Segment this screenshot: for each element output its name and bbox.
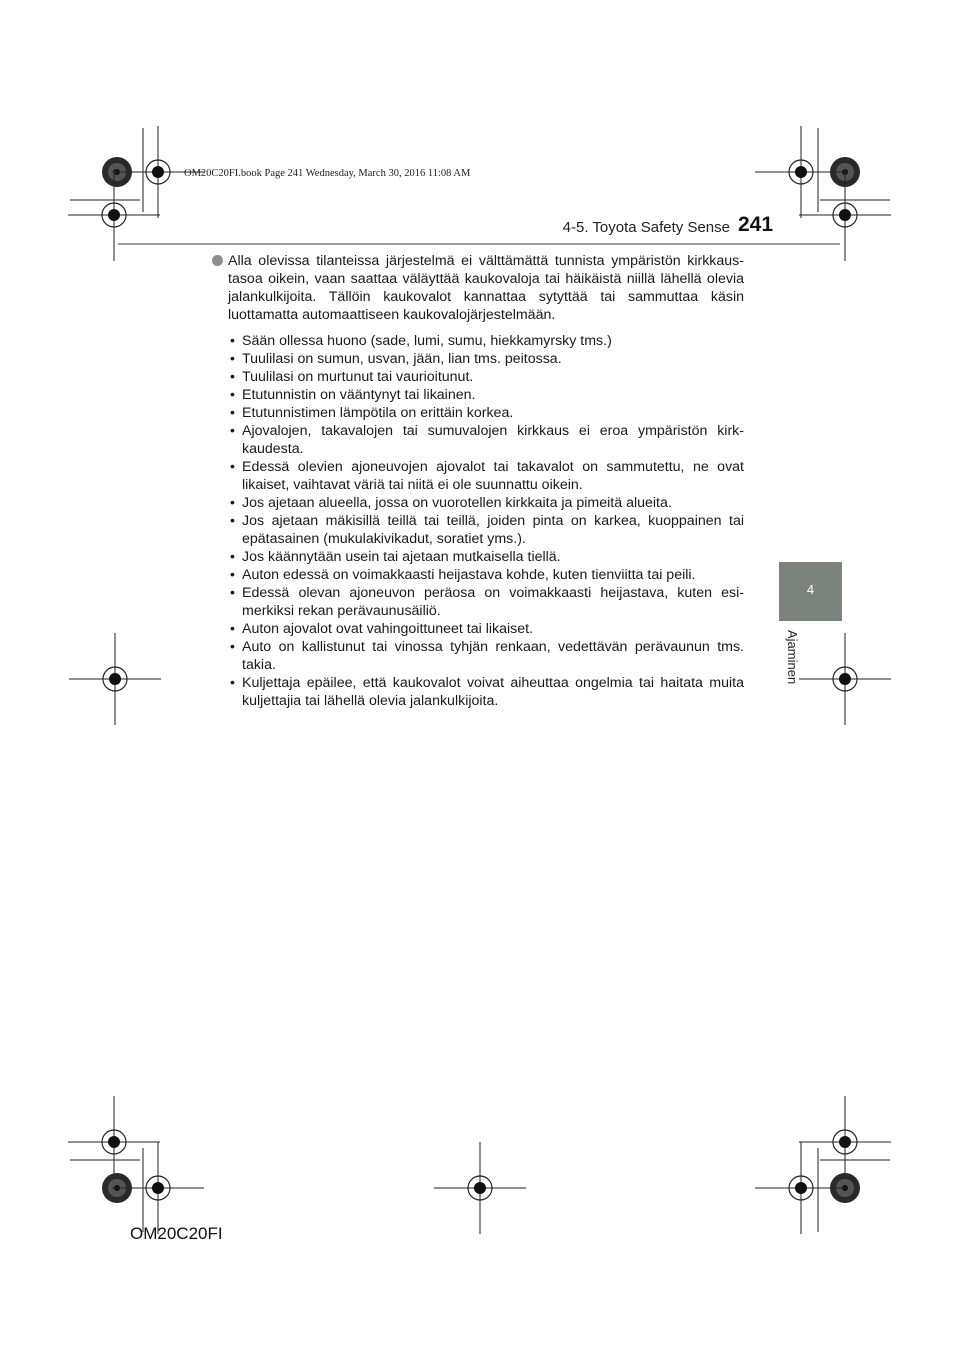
bullet-dot-icon: • xyxy=(230,351,235,367)
section-title: 4-5. Toyota Safety Sense xyxy=(562,219,730,236)
list-item xyxy=(228,512,744,548)
list-item-text: Ajovalojen, takavalojen tai sumuvalojen kirkkaus ei eroa ympäristön kirk-kaudesta. xyxy=(242,423,744,457)
chapter-label-text: Ajaminen xyxy=(785,630,800,685)
list-item-text: Jos ajetaan alueella, jossa on vuorotellen kirkkaita ja pimeitä alueita. xyxy=(242,495,672,511)
list-item-text: Kuljettaja epäilee, että kaukovalot voivat aiheuttaa ongelmia tai haitata muita kuljettajia tai lähellä olevia jalankulkijoita. xyxy=(242,675,744,709)
chapter-number: 4 xyxy=(806,582,815,597)
book-info-stamp: OM20C20FI.book Page 241 Wednesday, March 30, 2016 11:08 AM xyxy=(184,168,471,179)
list-item-text: Edessä olevien ajoneuvojen ajovalot tai takavalot on sammutettu, ne ovat likaiset, vaihtavat väriä tai niitä ei ole suunnattu oikein. xyxy=(242,459,744,493)
list-item-text: Sään ollessa huono (sade, lumi, sumu, hiekkamyrsky tms.) xyxy=(242,333,612,349)
bullet-dot-icon: • xyxy=(230,405,235,421)
condition-list xyxy=(228,332,744,710)
list-item xyxy=(228,386,744,404)
list-item xyxy=(228,458,744,494)
list-item-text: Auton ajovalot ovat vahingoittuneet tai likaiset. xyxy=(242,621,534,637)
list-item-text: Etutunnistimen lämpötila on erittäin korkea. xyxy=(242,405,514,421)
list-item-text: Jos ajetaan mäkisillä teillä tai teillä, joiden pinta on karkea, kuoppainen tai epätasainen (mukulakivikadut, soratiet yms.). xyxy=(242,513,744,547)
list-item xyxy=(228,674,744,710)
list-item xyxy=(228,422,744,458)
list-item xyxy=(228,566,744,584)
list-item-text: Auto on kallistunut tai vinossa tyhjän renkaan, vedettävän perävaunun tms. takia. xyxy=(242,639,744,673)
chapter-label xyxy=(786,630,800,692)
bullet-dot-icon: • xyxy=(230,513,235,529)
bullet-dot-icon: • xyxy=(230,423,235,439)
list-item xyxy=(228,548,744,566)
lead-text: Alla olevissa tilanteissa järjestelmä ei välttämättä tunnista ympäristön kirkkaus-tasoa oikein, vaan saattaa väläyttää kaukovaloja tai häikäistä niillä lähellä olevia jalankulkijoita. Tällöin kaukovalot kannattaa sytyttää tai sammuttaa käsin luottamatta automaattiseen kaukovalojärjestelmään. xyxy=(228,253,744,323)
page-number: 241 xyxy=(738,213,774,236)
bullet-dot-icon: • xyxy=(230,675,235,691)
list-item-text: Tuulilasi on murtunut tai vaurioitunut. xyxy=(242,369,474,385)
list-item xyxy=(228,584,744,620)
chapter-tab xyxy=(779,562,842,621)
bullet-dot-icon: • xyxy=(230,369,235,385)
list-item-text: Edessä olevan ajoneuvon peräosa on voimakkaasti heijastava, kuten esi-merkiksi rekan perävaunusäiliö. xyxy=(242,585,744,619)
list-item-text: Auton edessä on voimakkaasti heijastava kohde, kuten tienviitta tai peili. xyxy=(242,567,696,583)
bullet-dot-icon: • xyxy=(230,567,235,583)
list-item-text: Jos käännytään usein tai ajetaan mutkaisella tiellä. xyxy=(242,549,561,565)
list-item-text: Etutunnistin on vääntynyt tai likainen. xyxy=(242,387,476,403)
list-item xyxy=(228,350,744,368)
list-item xyxy=(228,494,744,512)
list-item xyxy=(228,368,744,386)
header-divider xyxy=(118,243,840,245)
circle-bullet-icon xyxy=(212,255,223,266)
bullet-dot-icon: • xyxy=(230,549,235,565)
bullet-dot-icon: • xyxy=(230,639,235,655)
main-content xyxy=(228,252,744,710)
list-item xyxy=(228,332,744,350)
lead-paragraph xyxy=(228,252,744,324)
bullet-dot-icon: • xyxy=(230,621,235,637)
bullet-dot-icon: • xyxy=(230,387,235,403)
list-item xyxy=(228,404,744,422)
bullet-dot-icon: • xyxy=(230,495,235,511)
bullet-dot-icon: • xyxy=(230,459,235,475)
list-item xyxy=(228,638,744,674)
list-item-text: Tuulilasi on sumun, usvan, jään, lian tms. peitossa. xyxy=(242,351,562,367)
list-item xyxy=(228,620,744,638)
bullet-dot-icon: • xyxy=(230,585,235,601)
footer-code: OM20C20FI xyxy=(130,1224,223,1243)
bullet-dot-icon: • xyxy=(230,333,235,349)
